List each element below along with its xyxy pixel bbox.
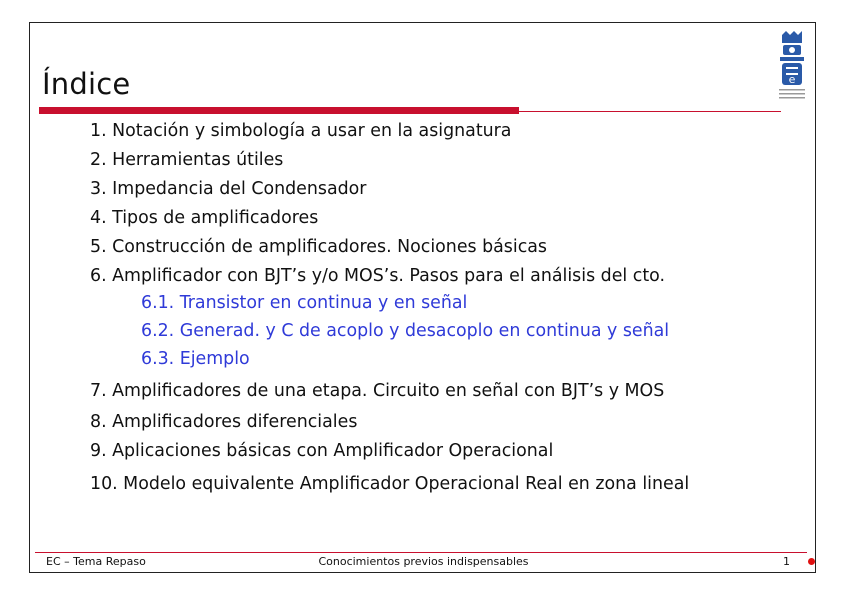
list-item: 10. Modelo equivalente Amplificador Operacional Real en zona lineal [90,474,690,494]
slide [29,22,816,573]
list-item: 5. Construcción de amplificadores. Nociones básicas [90,237,547,257]
sub-list-item: 6.3. Ejemplo [141,349,250,369]
list-item: 3. Impedancia del Condensador [90,179,367,199]
list-item: 4. Tipos de amplificadores [90,208,319,228]
university-crest-icon [774,29,810,107]
list-item: 8. Amplificadores diferenciales [90,412,358,432]
footer-topic: Conocimientos previos indispensables [318,555,529,568]
slide-title: Índice [42,67,131,101]
footer-divider [35,552,807,553]
list-item: 1. Notación y simbología a usar en la asignatura [90,121,512,141]
footer-course: EC – Tema Repaso [46,555,146,568]
svg-text:e: e [788,73,796,86]
sub-list-item: 6.1. Transistor en continua y en señal [141,293,468,313]
sub-list-item: 6.2. Generad. y C de acoplo y desacoplo en continua y señal [141,321,670,341]
title-underline [39,107,519,114]
list-item: 7. Amplificadores de una etapa. Circuito en señal con BJT’s y MOS [90,381,665,401]
list-item: 9. Aplicaciones básicas con Amplificador Operacional [90,441,554,461]
page-number: 1 [783,555,790,568]
title-underline-thin [519,111,781,112]
list-item: 2. Herramientas útiles [90,150,284,170]
red-dot-icon [808,558,815,565]
list-item: 6. Amplificador con BJT’s y/o MOS’s. Pasos para el análisis del cto. [90,266,665,286]
